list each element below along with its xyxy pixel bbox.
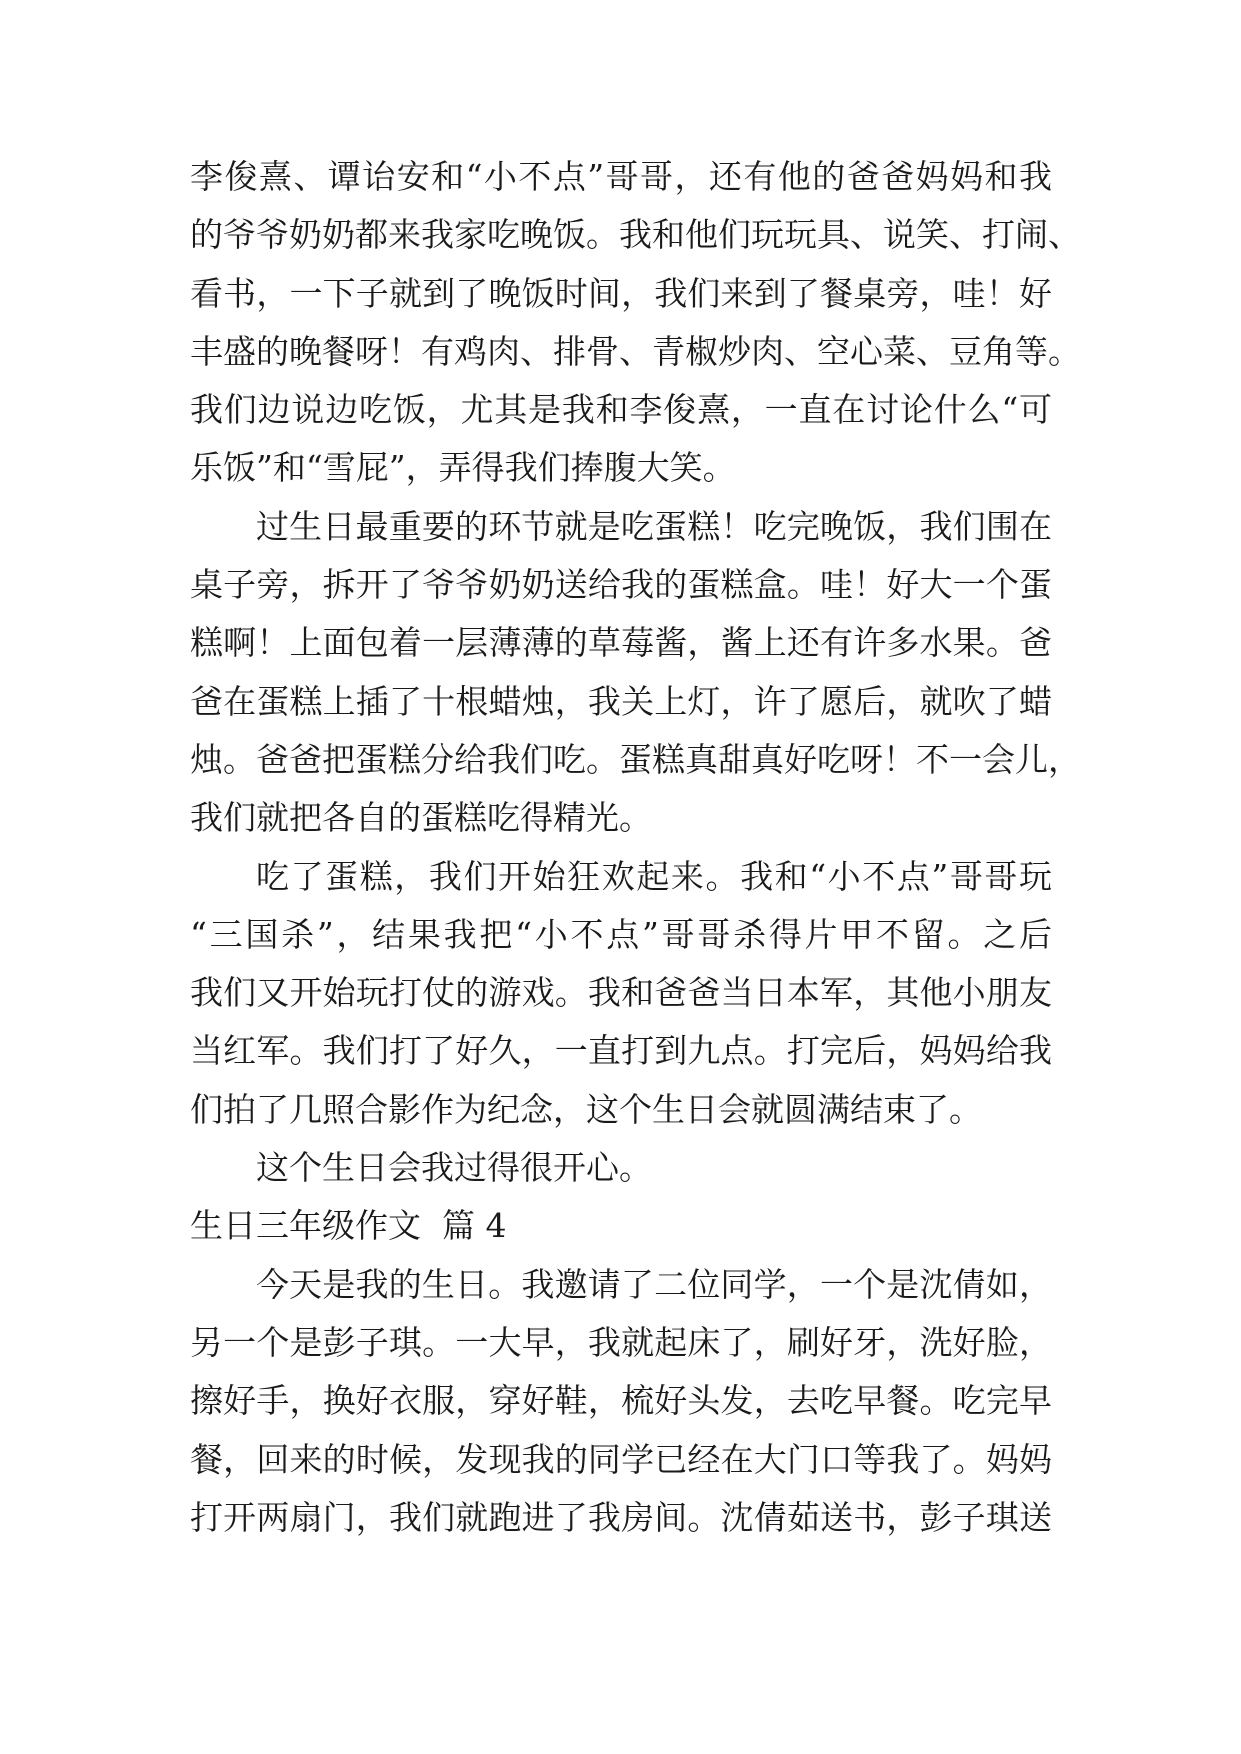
text-line: 烛。爸爸把蛋糕分给我们吃。蛋糕真甜真好吃呀！不一会儿， xyxy=(190,739,1081,779)
text-line: 擦好手，换好衣服，穿好鞋，梳好头发，去吃早餐。吃完早 xyxy=(190,1381,1052,1421)
text-line: 我们就把各自的蛋糕吃得精光。 xyxy=(190,798,652,838)
text-line: 李俊熹、谭诒安和“小不点”哥哥，还有他的爸爸妈妈和我 xyxy=(190,157,1052,196)
text-line: 的爷爷奶奶都来我家吃晚饭。我和他们玩玩具、说笑、打闹、 xyxy=(190,215,1081,255)
text-line: 打开两扇门，我们就跑进了我房间。沈倩茹送书，彭子琪送 xyxy=(190,1497,1052,1537)
text-line: 今天是我的生日。我邀请了二位同学，一个是沈倩如， xyxy=(256,1264,1052,1304)
text-line: 当红军。我们打了好久，一直打到九点。打完后，妈妈给我 xyxy=(190,1031,1052,1071)
text-line: 丰盛的晚餐呀！有鸡肉、排骨、青椒炒肉、空心菜、豆角等。 xyxy=(190,331,1081,371)
text-line: 我们又开始玩打仗的游戏。我和爸爸当日本军，其他小朋友 xyxy=(190,973,1052,1013)
text-line: 吃了蛋糕，我们开始狂欢起来。我和“小不点”哥哥玩 xyxy=(256,856,1052,896)
paragraph-3 xyxy=(190,848,1052,1139)
paragraph-4 xyxy=(190,1139,1052,1197)
document-page xyxy=(190,148,1081,1547)
text-line: 另一个是彭子琪。一大早，我就起床了，刷好牙，洗好脸， xyxy=(190,1322,1052,1362)
text-line: 爸在蛋糕上插了十根蜡烛，我关上灯，许了愿后，就吹了蜡 xyxy=(190,681,1052,721)
section-heading: 生日三年级作文 篇 4 xyxy=(190,1206,507,1246)
text-line: 餐，回来的时候，发现我的同学已经在大门口等我了。妈妈 xyxy=(190,1439,1052,1479)
text-line: 糕啊！上面包着一层薄薄的草莓酱，酱上还有许多水果。爸 xyxy=(190,623,1052,663)
text-line: 们拍了几照合影作为纪念，这个生日会就圆满结束了。 xyxy=(190,1089,982,1129)
section-paragraph xyxy=(190,1256,1052,1547)
text-line: 我们边说边吃饭，尤其是我和李俊熹，一直在讨论什么“可 xyxy=(190,390,1052,430)
paragraph-1 xyxy=(190,148,1081,498)
text-line: 桌子旁，拆开了爷爷奶奶送给我的蛋糕盒。哇！好大一个蛋 xyxy=(190,565,1052,605)
text-line: 看书，一下子就到了晚饭时间，我们来到了餐桌旁，哇！好 xyxy=(190,273,1052,313)
paragraph-2 xyxy=(190,498,1081,848)
text-line: “三国杀”，结果我把“小不点”哥哥杀得片甲不留。之后 xyxy=(190,914,1052,954)
text-line: 这个生日会我过得很开心。 xyxy=(256,1148,652,1188)
text-line: 过生日最重要的环节就是吃蛋糕！吃完晚饭，我们围在 xyxy=(256,506,1052,546)
text-line: 乐饭”和“雪屁”，弄得我们捧腹大笑。 xyxy=(190,448,736,488)
